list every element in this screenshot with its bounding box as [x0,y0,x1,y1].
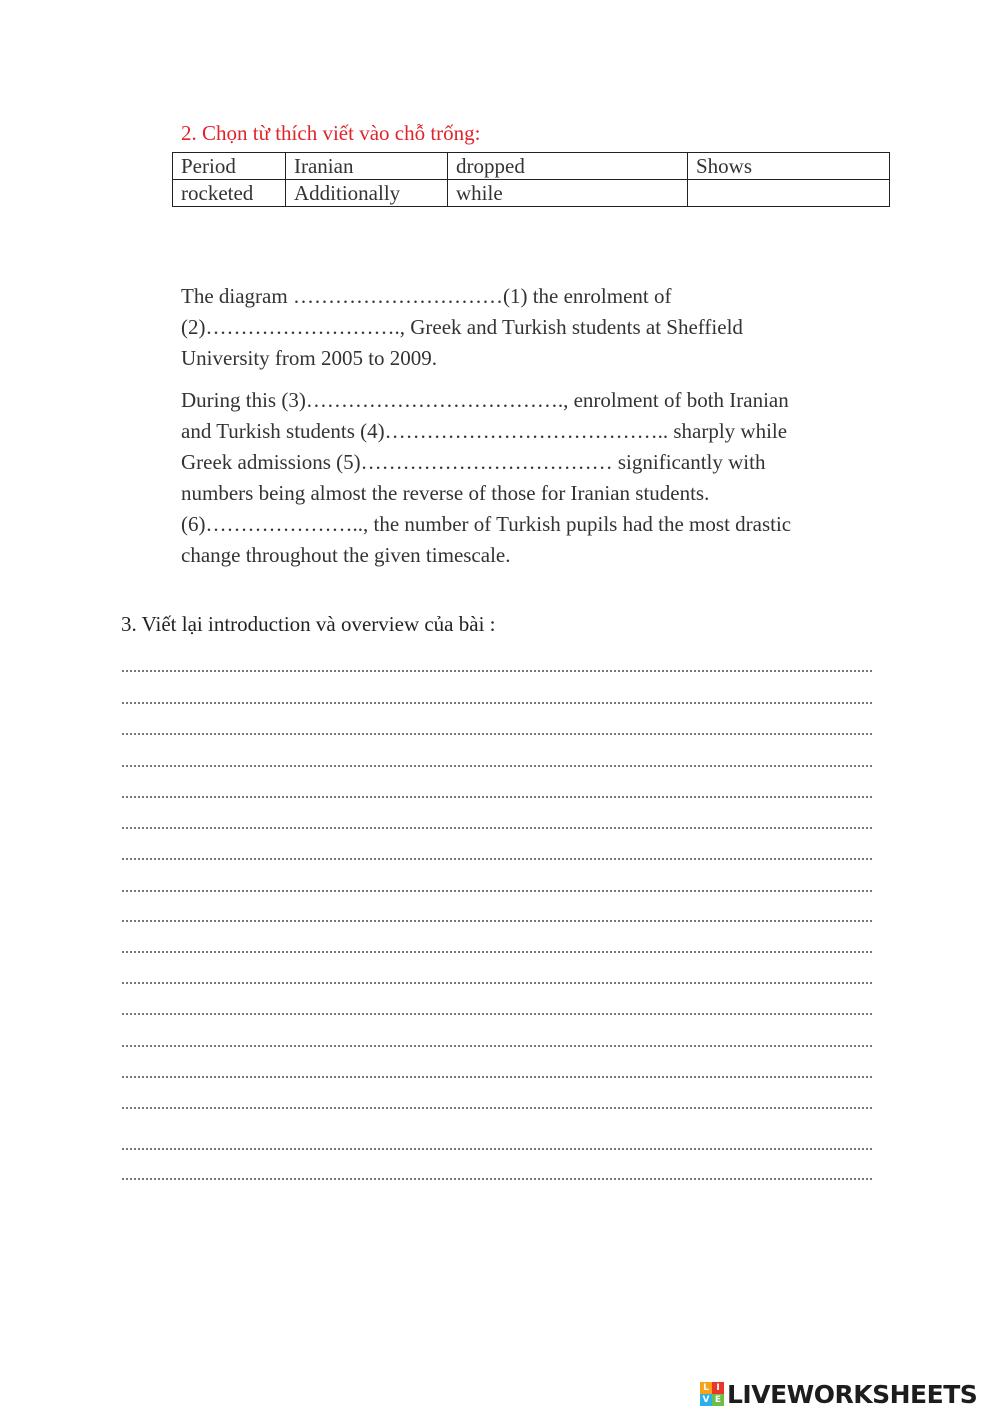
answer-dotted-line [121,1076,873,1078]
word-bank-cell: Additionally [286,180,448,207]
word-bank-cell: Iranian [286,153,448,180]
passage-line: The diagram …………………………(1) the enrolment of [181,284,672,308]
word-bank-cell: while [448,180,688,207]
answer-dotted-line [121,1045,873,1047]
liveworksheets-brand [700,1376,977,1412]
logo-letter: I [712,1382,724,1394]
answer-dotted-line [121,765,873,767]
passage-line: (6)………………….., the number of Turkish pupils had the most drastic [181,512,792,536]
section-2-title: 2. Chọn từ thích viết vào chỗ trống: [181,121,481,145]
section-3-title: 3. Viết lại introduction và overview của bài : [121,612,496,636]
answer-dotted-line [121,1013,873,1015]
answer-dotted-line [121,951,873,953]
answer-dotted-line [121,827,873,829]
passage-line: University from 2005 to 2009. [181,346,438,370]
gap-fill-passage [181,281,881,571]
word-bank-cell [688,180,890,207]
answer-dotted-line [121,982,873,984]
passage-line: During this (3)………………………………., enrolment of both Iranian [181,388,789,412]
word-bank-table [172,152,890,207]
brand-text: LIVEWORKSHEETS [727,1379,978,1409]
answer-dotted-line [121,733,873,735]
answer-dotted-line [121,670,873,672]
passage-line: (2)………………………., Greek and Turkish students at Sheffield [181,315,743,339]
liveworksheets-logo-icon [700,1382,724,1406]
table-row [173,180,890,207]
answer-dotted-line [121,702,873,704]
table-row [173,153,890,180]
answer-dotted-line [121,858,873,860]
answer-dotted-line [121,890,873,892]
word-bank-cell: rocketed [173,180,286,207]
passage-line: Greek admissions (5)……………………………… significantly with [181,450,766,474]
answer-dotted-line [121,1178,873,1180]
answer-dotted-line [121,796,873,798]
passage-line: change throughout the given timescale. [181,543,511,567]
logo-letter: L [700,1382,712,1394]
logo-letter: V [700,1394,712,1406]
word-bank-cell: Shows [688,153,890,180]
passage-line: and Turkish students (4)………………………………….. sharply while [181,419,788,443]
answer-dotted-line [121,1148,873,1150]
word-bank-cell: dropped [448,153,688,180]
answer-dotted-line [121,1107,873,1109]
word-bank-cell: Period [173,153,286,180]
passage-line: numbers being almost the reverse of those for Iranian students. [181,481,710,505]
answer-dotted-line [121,920,873,922]
logo-letter: E [712,1394,724,1406]
